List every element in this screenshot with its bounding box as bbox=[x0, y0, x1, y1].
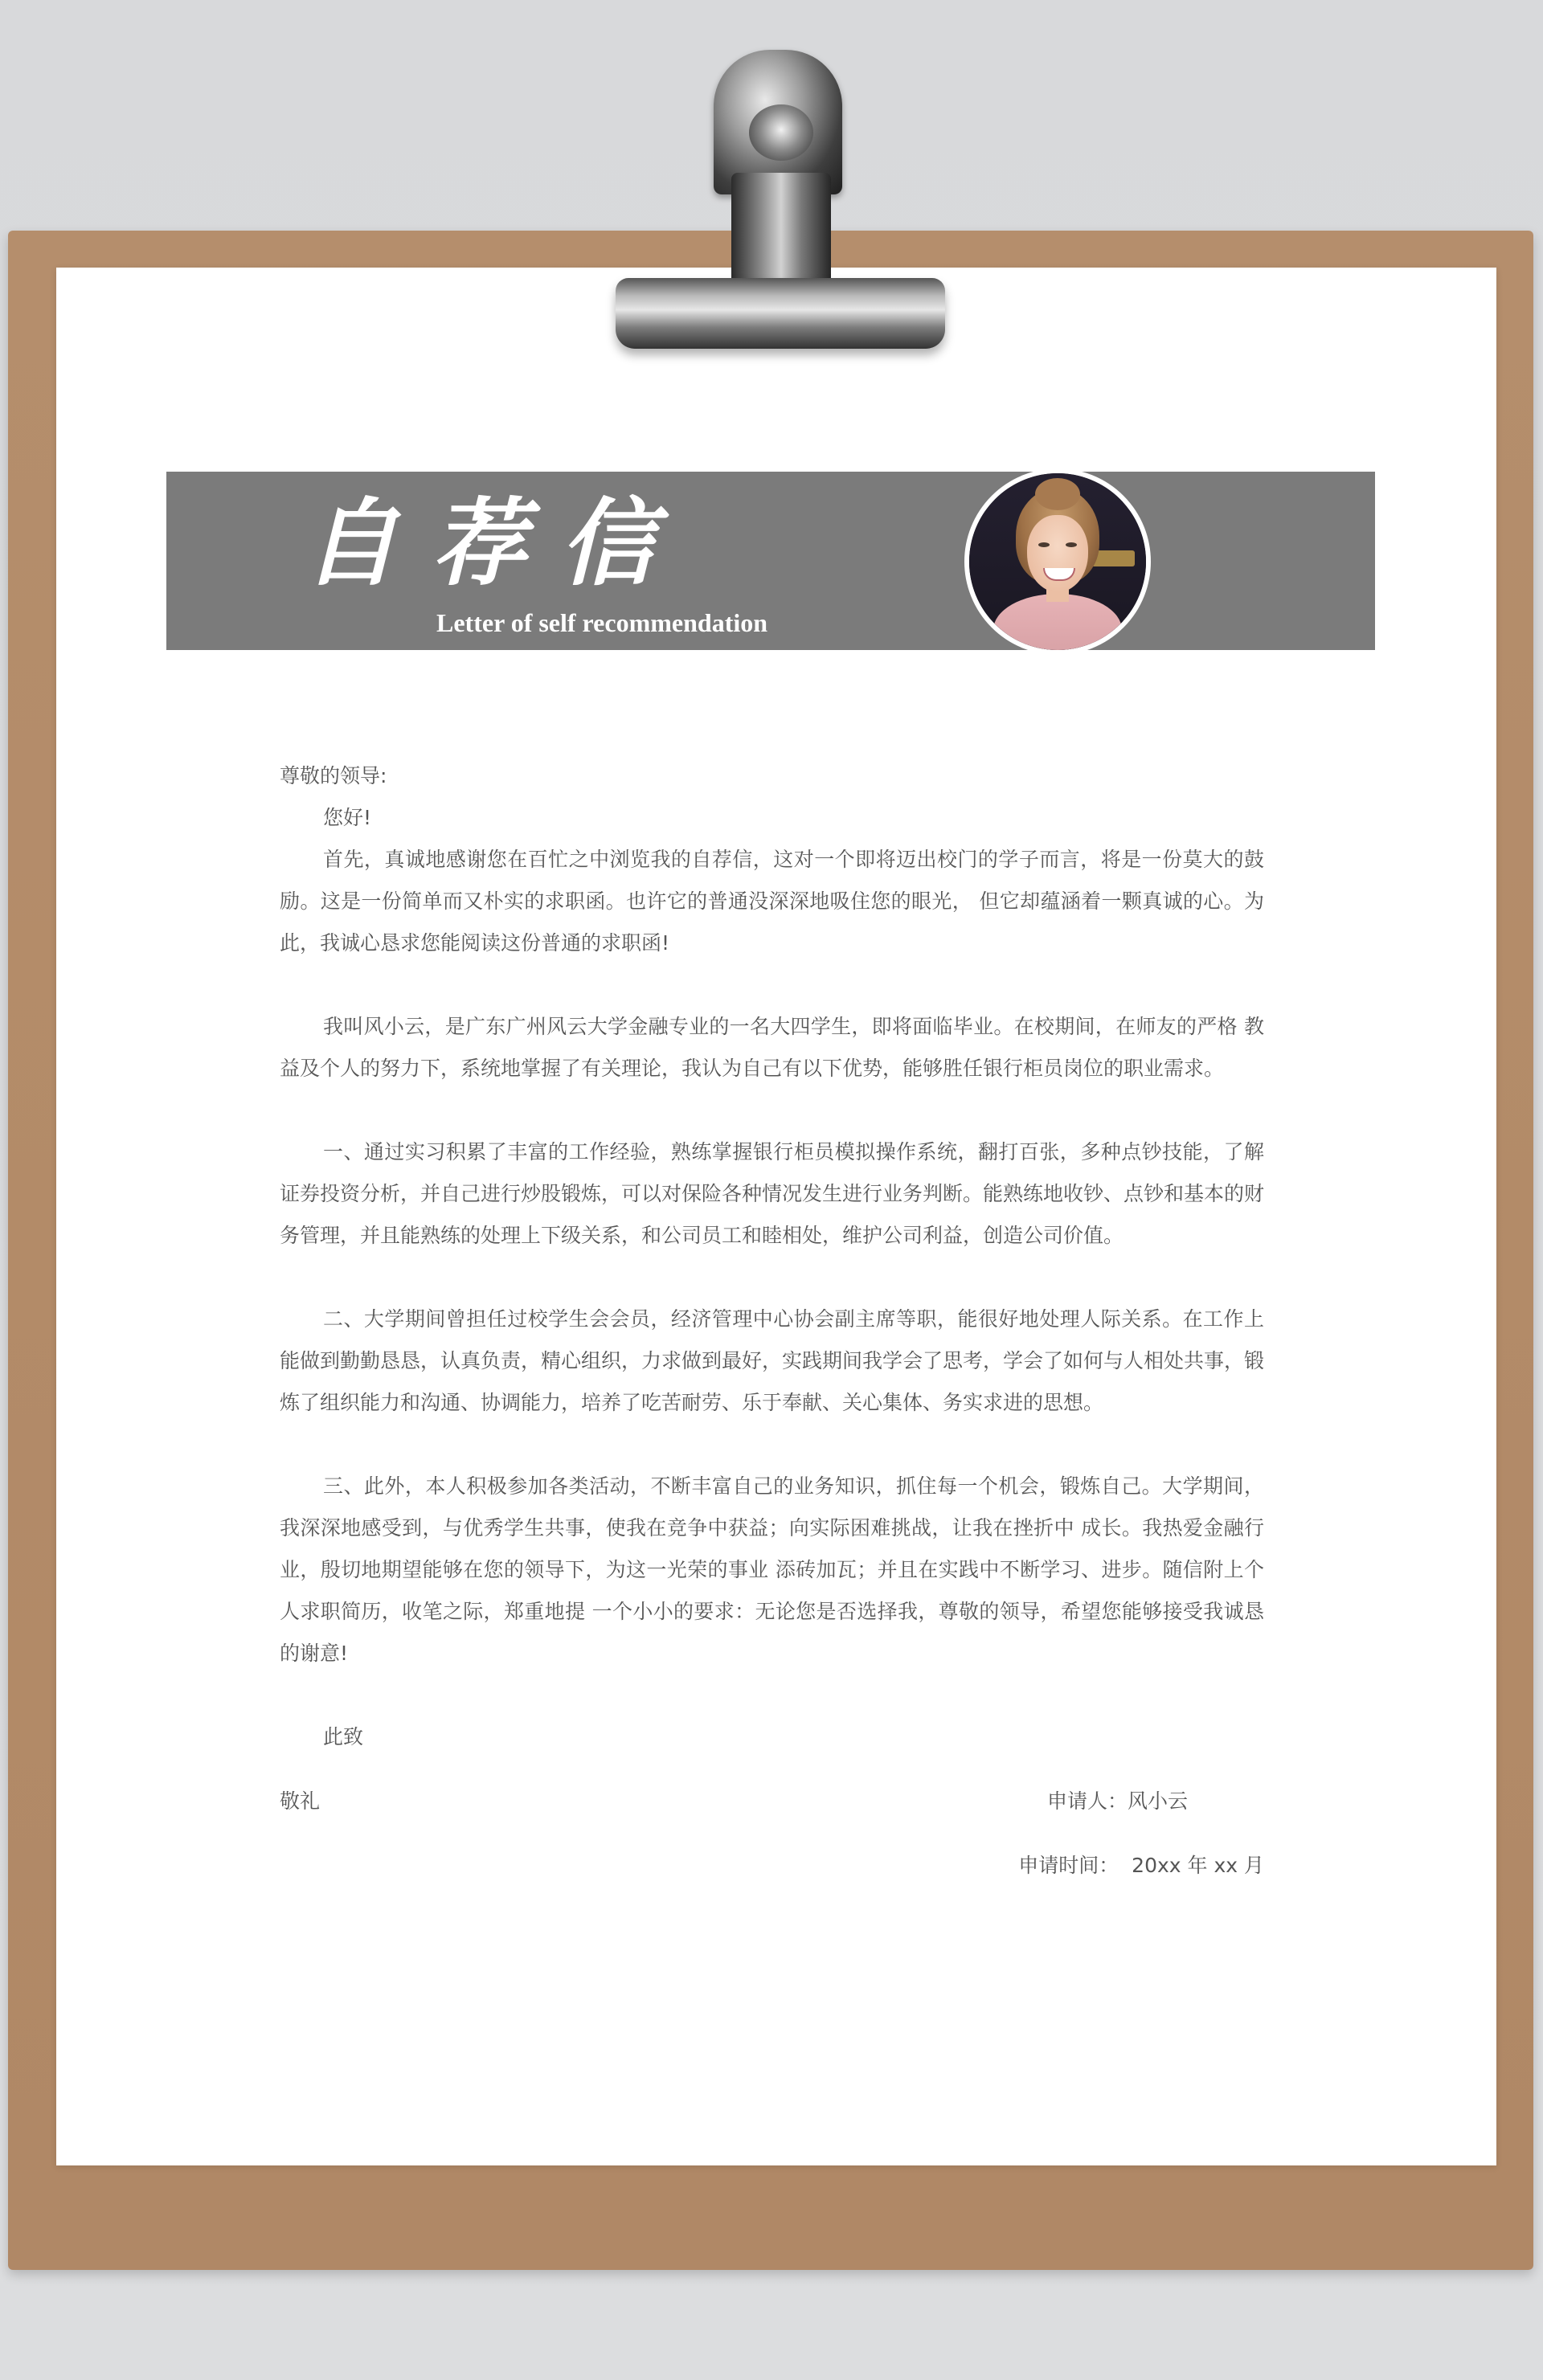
regards: 敬礼 bbox=[280, 1789, 321, 1813]
binder-clip-base bbox=[616, 278, 945, 349]
header-banner bbox=[166, 472, 1375, 650]
paragraph-strength-1: 一、通过实习积累了丰富的工作经验，熟练掌握银行柜员模拟操作系统，翻打百张，多种点钞技能，了解证券投资分析，并自己进行炒股锻炼，可以对保险各种情况发生进行业务判断。能熟练地收钞、点钞和基本的财务管理，并且能熟练的处理上下级关系，和公司员工和睦相处，维护公司利益，创造公司价值。 bbox=[280, 1140, 1265, 1247]
application-date: 申请时间： 20xx 年 xx 月 bbox=[1018, 1854, 1264, 1877]
paragraph-strength-3: 三、此外，本人积极参加各类活动，不断丰富自己的业务知识，抓住每一个机会，锻炼自己。大学期间，我深深地感受到，与优秀学生共事，使我在竞争中获益；向实际困难挑战，让我在挫折中 成长。我热爱金融行业，殷切地期望能够在您的领导下，为这一光荣的事业 添砖加瓦；并且在实践中不断学习、进步。随信附上个人求职简历，收笔之际，郑重地提 一个小小的要求：无论您是否选择我，尊敬的领导，希望您能够接受我诚恳的谢意! bbox=[280, 1474, 1264, 1665]
avatar bbox=[964, 468, 1151, 655]
salutation: 尊敬的领导: bbox=[280, 764, 387, 787]
greeting: 您好! bbox=[323, 806, 372, 829]
binder-clip-hole bbox=[749, 104, 813, 161]
paragraph-background: 我叫风小云，是广东广州风云大学金融专业的一名大四学生，即将面临毕业。在校期间，在师友的严格 教益及个人的努力下，系统地掌握了有关理论，我认为自己有以下优势，能够胜任银行柜员岗位的职业需求。 bbox=[280, 1015, 1264, 1080]
paragraph-strength-2: 二、大学期间曾担任过校学生会会员，经济管理中心协会副主席等职，能很好地处理人际关系。在工作上能做到勤勤恳恳，认真负责，精心组织，力求做到最好，实践期间我学会了思考，学会了如何与人相处共事，锻炼了组织能力和沟通、协调能力，培养了吃苦耐劳、乐于奉献、关心集体、务实求进的思想。 bbox=[280, 1307, 1265, 1414]
page-title: 自荐信 bbox=[303, 487, 690, 599]
applicant-name: 申请人：风小云 bbox=[1046, 1789, 1188, 1813]
letter-body bbox=[280, 755, 1264, 1887]
closing: 此致 bbox=[323, 1725, 364, 1748]
binder-clip-neck bbox=[731, 173, 831, 285]
page-subtitle: Letter of self recommendation bbox=[436, 608, 768, 637]
paragraph-intro: 首先，真诚地感谢您在百忙之中浏览我的自荐信，这对一个即将迈出校门的学子而言，将是一份莫大的鼓励。这是一份简单而又朴实的求职函。也许它的普通没深深地吸住您的眼光， 但它却蕴涵着一颗真诚的心。为此，我诚心恳求您能阅读这份普通的求职函! bbox=[280, 848, 1264, 955]
